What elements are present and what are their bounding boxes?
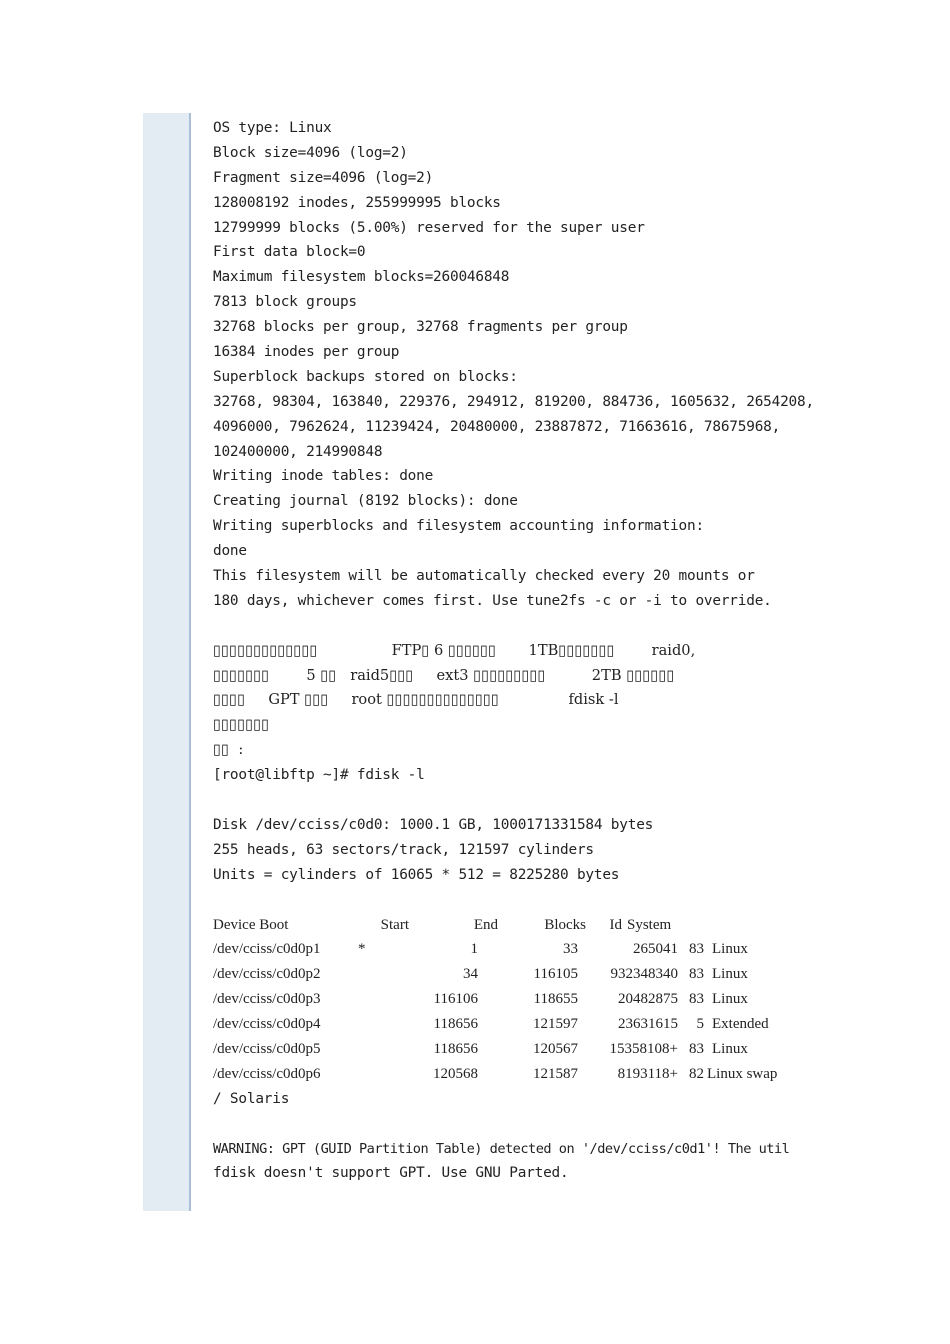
header-start: Start [380, 916, 409, 933]
log-line: First data block=0 [213, 244, 366, 261]
cell-start: 118656 [433, 1016, 478, 1033]
cell-boot: * [358, 941, 366, 958]
log-line: 128008192 inodes, 255999995 blocks [213, 194, 501, 211]
log-line: Writing superblocks and filesystem accounting information: [213, 518, 704, 535]
table-wrap-line: / Solaris [213, 1090, 290, 1107]
partition-row [213, 962, 813, 987]
cell-blocks: 932348340 [610, 966, 678, 983]
cell-system: Linux [712, 991, 748, 1008]
header-system: System [627, 916, 672, 933]
garbled-text-line: ▯▯ : [213, 741, 244, 759]
garbled-text-line: ▯▯▯▯ GPT ▯▯▯ root ▯▯▯▯▯▯▯▯▯▯▯▯▯▯ fdisk -l [213, 691, 619, 709]
header-blocks: Blocks [544, 916, 586, 933]
sidebar-divider [189, 113, 191, 1211]
cell-boot [358, 1012, 388, 1037]
log-line: Maximum filesystem blocks=260046848 [213, 269, 510, 286]
log-line: 4096000, 7962624, 11239424, 20480000, 23887872, 71663616, 78675968, [213, 418, 781, 435]
cell-device: /dev/cciss/c0d0p4 [213, 1016, 321, 1033]
cell-boot [358, 1062, 388, 1087]
partition-row [213, 1012, 813, 1037]
cell-id: 83 [689, 991, 704, 1008]
cell-end: 120567 [533, 1040, 578, 1057]
blank-line [213, 888, 813, 913]
left-sidebar-bar [143, 113, 189, 1211]
cell-blocks: 23631615 [618, 1016, 678, 1033]
cell-device: /dev/cciss/c0d0p5 [213, 1040, 321, 1057]
log-line: This filesystem will be automatically checked every 20 mounts or [213, 568, 755, 585]
cell-start: 116106 [433, 991, 478, 1008]
cell-end: 116105 [533, 966, 578, 983]
cell-boot [358, 987, 388, 1012]
garbled-text-line: ▯▯▯▯▯▯▯▯▯▯▯▯▯ FTP▯ 6 ▯▯▯▯▯▯ 1TB▯▯▯▯▯▯▯ raid0, [213, 641, 696, 659]
cell-device: /dev/cciss/c0d0p1 [213, 941, 321, 958]
cell-id: 82 [689, 1065, 704, 1082]
log-line: Writing inode tables: done [213, 468, 434, 485]
cell-device: /dev/cciss/c0d0p3 [213, 991, 321, 1008]
warning-line: fdisk doesn't support GPT. Use GNU Parted. [213, 1165, 569, 1182]
warning-line: WARNING: GPT (GUID Partition Table) detected on '/dev/cciss/c0d1'! The util [213, 1140, 790, 1157]
garbled-text-line: ▯▯▯▯▯▯▯ 5 ▯▯ raid5▯▯▯ ext3 ▯▯▯▯▯▯▯▯▯ 2TB ▯▯▯▯▯▯ [213, 666, 675, 684]
header-device-boot: Device Boot [213, 916, 289, 933]
log-line: 102400000, 214990848 [213, 443, 383, 460]
cell-boot [358, 962, 388, 987]
cell-system: Linux [712, 1040, 748, 1057]
disk-info-line: Disk /dev/cciss/c0d0: 1000.1 GB, 1000171331584 bytes [213, 816, 654, 833]
log-line: 12799999 blocks (5.00%) reserved for the super user [213, 219, 645, 236]
cell-system: Extended [712, 1016, 769, 1033]
cell-blocks: 15358108+ [609, 1040, 678, 1057]
log-line: Fragment size=4096 (log=2) [213, 169, 434, 186]
cell-id: 83 [689, 966, 704, 983]
log-line: OS type: Linux [213, 120, 332, 136]
cell-end: 121587 [533, 1065, 578, 1082]
header-id: Id [609, 916, 622, 933]
cell-blocks: 265041 [633, 941, 678, 958]
cell-start: 34 [463, 966, 478, 983]
garbled-text-line: ▯▯▯▯▯▯▯ [213, 716, 270, 734]
log-line: 7813 block groups [213, 294, 357, 311]
log-line: Superblock backups stored on blocks: [213, 368, 518, 385]
terminal-log [213, 116, 813, 1186]
partition-row [213, 987, 813, 1012]
log-line: Creating journal (8192 blocks): done [213, 493, 518, 510]
cell-id: 83 [689, 1040, 704, 1057]
cell-id: 83 [689, 941, 704, 958]
cell-device: /dev/cciss/c0d0p2 [213, 966, 321, 983]
cell-end: 33 [563, 941, 578, 958]
log-line: 32768 blocks per group, 32768 fragments per group [213, 319, 628, 336]
disk-info-line: 255 heads, 63 sectors/track, 121597 cylinders [213, 841, 594, 858]
cell-blocks: 8193118+ [617, 1065, 678, 1082]
blank-line [213, 788, 813, 813]
partition-row [213, 1062, 813, 1087]
cell-end: 118655 [533, 991, 578, 1008]
log-line: 16384 inodes per group [213, 344, 400, 361]
cell-start: 1 [470, 941, 478, 958]
log-line: Block size=4096 (log=2) [213, 144, 408, 161]
header-end: End [473, 916, 498, 933]
disk-info-line: Units = cylinders of 16065 * 512 = 8225280 bytes [213, 866, 620, 883]
cell-boot [358, 1037, 388, 1062]
blank-line [213, 614, 813, 639]
log-line: 32768, 98304, 163840, 229376, 294912, 819200, 884736, 1605632, 2654208, [213, 393, 814, 410]
cell-system: Linux [712, 941, 748, 958]
cell-system: Linux swap [707, 1065, 778, 1082]
cell-end: 121597 [533, 1016, 578, 1033]
shell-prompt: [root@libftp ~]# fdisk -l [213, 767, 425, 784]
partition-row [213, 1037, 813, 1062]
cell-id: 5 [696, 1016, 704, 1033]
partition-table-header [213, 913, 813, 938]
cell-start: 118656 [433, 1040, 478, 1057]
cell-blocks: 20482875 [618, 991, 678, 1008]
log-line: 180 days, whichever comes first. Use tune2fs -c or -i to override. [213, 592, 772, 609]
log-line: done [213, 543, 247, 560]
cell-device: /dev/cciss/c0d0p6 [213, 1065, 321, 1082]
partition-row [213, 937, 813, 962]
cell-system: Linux [712, 966, 748, 983]
blank-line [213, 1112, 813, 1137]
cell-start: 120568 [433, 1065, 478, 1082]
